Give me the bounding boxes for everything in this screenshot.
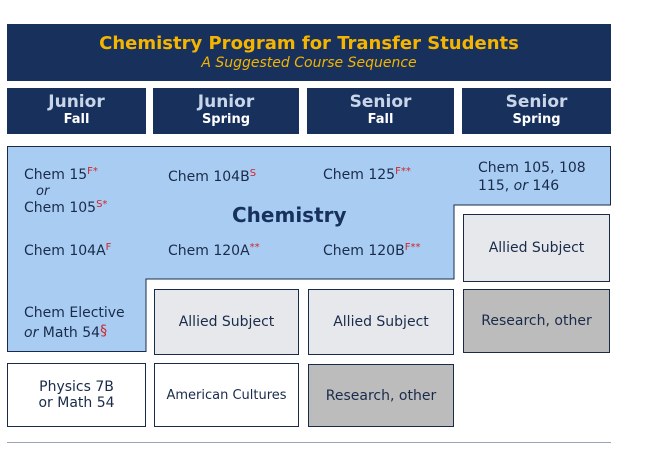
research-other-box: Research, other bbox=[308, 364, 454, 427]
column-header-senior-fall bbox=[307, 88, 454, 134]
column-term: Spring bbox=[201, 112, 251, 127]
american-cultures-box: American Cultures bbox=[154, 363, 299, 427]
column-header-junior-spring bbox=[153, 88, 299, 134]
course-115-146: 115, or 146 bbox=[478, 178, 560, 194]
allied-subject-box: Allied Subject bbox=[154, 289, 299, 355]
course-chem-125: Chem $125^{F**}$ bbox=[323, 166, 411, 183]
allied-subject-box: Allied Subject bbox=[463, 214, 610, 282]
course-chem-104a: Chem $104A^F$ bbox=[24, 242, 112, 259]
page-title: Chemistry Program for Transfer Students bbox=[99, 33, 519, 54]
physics-box: Physics 7B or Math 54 bbox=[7, 363, 146, 427]
column-year: Senior bbox=[349, 92, 412, 112]
column-term: Fall bbox=[367, 112, 394, 127]
chemistry-label: Chemistry bbox=[232, 203, 347, 227]
course-chem-105-108: Chem 105, 108 bbox=[478, 160, 586, 176]
course-chem-elective: Chem Elective bbox=[24, 305, 125, 321]
column-year: Senior bbox=[505, 92, 568, 112]
course-chem-104b: Chem $104B^S$ bbox=[168, 168, 257, 185]
course-chem-120b: Chem $120B^{F**}$ bbox=[323, 242, 421, 259]
course-math-54: or Math 54§ bbox=[24, 323, 108, 341]
title-banner bbox=[7, 24, 611, 81]
course-chem-105: Chem $105^{S*}$ bbox=[24, 199, 108, 216]
column-year: Junior bbox=[48, 92, 105, 112]
column-year: Junior bbox=[197, 92, 255, 112]
or-label: or bbox=[36, 184, 50, 199]
column-header-junior-fall bbox=[7, 88, 146, 134]
column-header-senior-spring bbox=[462, 88, 611, 134]
course-chem-15: Chem $15^{F*}$ bbox=[24, 166, 98, 183]
course-chem-120a: Chem 120A** bbox=[168, 242, 260, 259]
column-term: Fall bbox=[63, 112, 90, 127]
allied-subject-box: Allied Subject bbox=[308, 289, 454, 355]
column-term: Spring bbox=[512, 112, 561, 127]
bottom-divider bbox=[7, 442, 611, 443]
research-other-box: Research, other bbox=[463, 289, 610, 353]
page-subtitle: A Suggested Course Sequence bbox=[201, 55, 417, 71]
